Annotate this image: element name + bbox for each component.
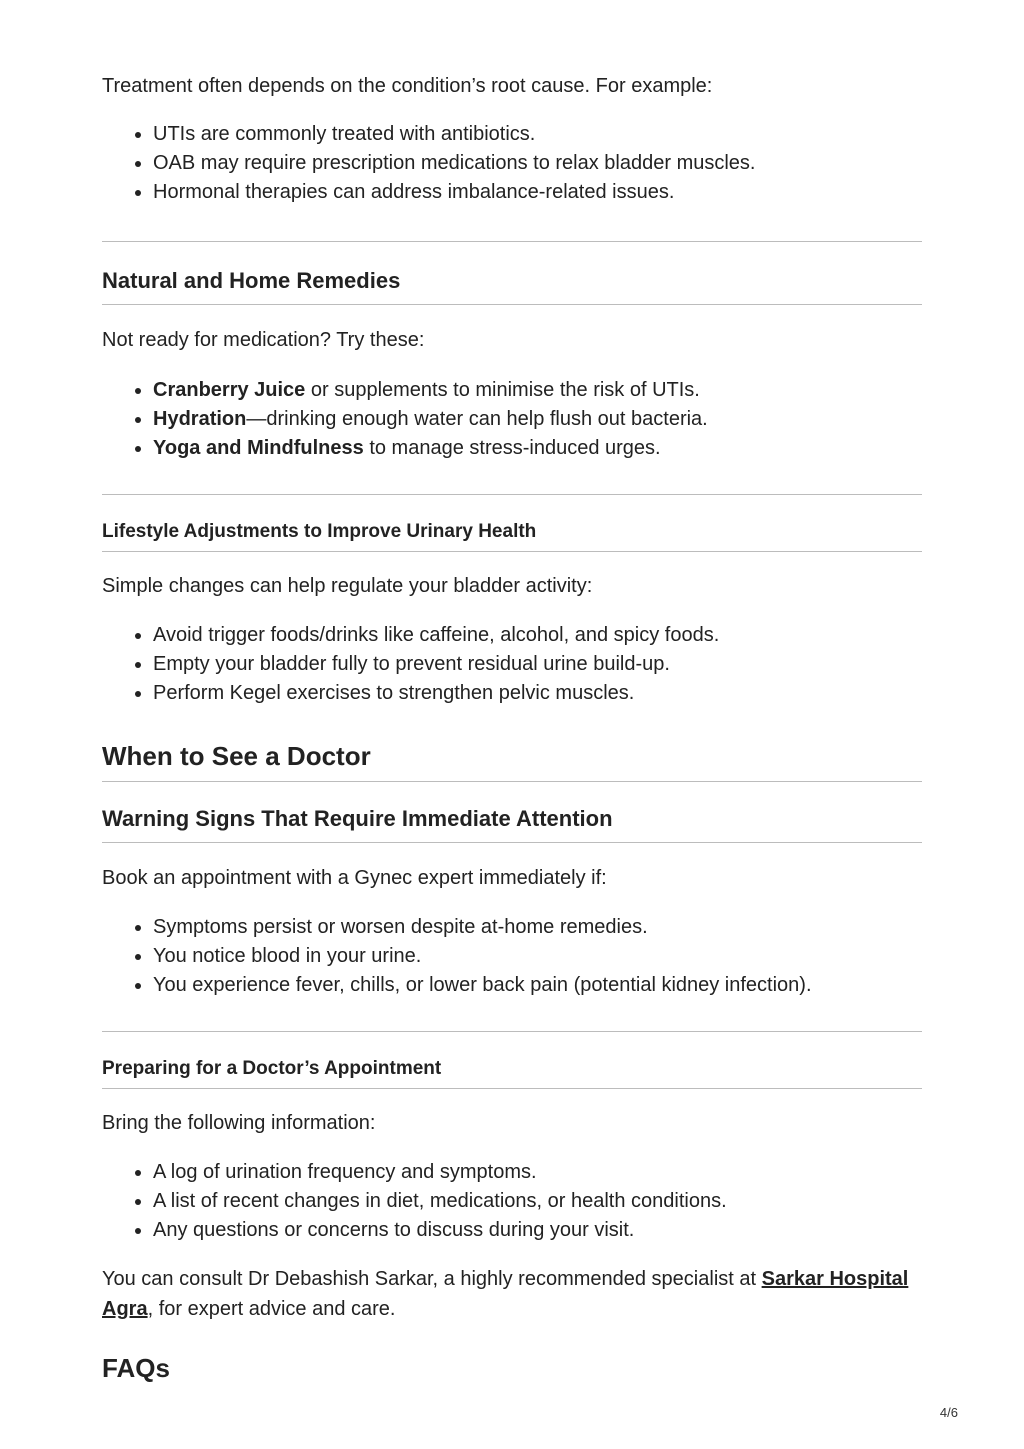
section-divider [102, 1031, 922, 1032]
remedy-text: —drinking enough water can help flush out bacteria. [246, 408, 708, 430]
sarkar-hospital-link[interactable]: Sarkar Hospital Agra [102, 1268, 909, 1320]
lifestyle-intro: Simple changes can help regulate your bladder activity: [102, 575, 593, 597]
remedy-text: to manage stress-induced urges. [363, 437, 661, 459]
natural-intro: Not ready for medication? Try these: [102, 329, 425, 351]
treatment-list [102, 120, 922, 207]
list-item: • Symptoms persist or worsen despite at-home remedies. [153, 913, 922, 942]
document-page [102, 0, 922, 1385]
preparing-heading-block [102, 1056, 922, 1089]
natural-heading: Natural and Home Remedies [102, 268, 401, 293]
natural-list [102, 376, 922, 463]
list-item: • You notice blood in your urine. [153, 942, 922, 971]
lifestyle-list [102, 621, 922, 708]
lifestyle-heading: Lifestyle Adjustments to Improve Urinary Health [102, 521, 537, 542]
doctor-heading: When to See a Doctor [102, 741, 371, 771]
remedy-text: or supplements to minimise the risk of UTIs. [305, 379, 700, 401]
list-item [153, 405, 922, 434]
natural-heading-block [102, 266, 922, 305]
warning-heading-block [102, 804, 922, 843]
list-item: • A list of recent changes in diet, medications, or health conditions. [153, 1187, 922, 1216]
list-item [153, 376, 922, 405]
list-item: • Any questions or concerns to discuss during your visit. [153, 1216, 922, 1245]
section-divider [102, 241, 922, 242]
list-item: • Hormonal therapies can address imbalance-related issues. [153, 178, 922, 207]
page-number: 4/6 [939, 1405, 958, 1420]
preparing-intro: Bring the following information: [102, 1112, 376, 1134]
faqs-heading: FAQs [102, 1353, 170, 1383]
remedy-name: Cranberry Juice [153, 379, 306, 401]
consult-text-before: You can consult Dr Debashish Sarkar, a highly recommended specialist at [102, 1268, 762, 1290]
preparing-heading: Preparing for a Doctor’s Appointment [102, 1058, 442, 1079]
doctor-heading-block [102, 739, 922, 782]
list-item: • UTIs are commonly treated with antibiotics. [153, 120, 922, 149]
lifestyle-heading-block [102, 519, 922, 552]
list-item: • Empty your bladder fully to prevent residual urine build-up. [153, 650, 922, 679]
preparing-list [102, 1158, 922, 1245]
list-item: • Perform Kegel exercises to strengthen pelvic muscles. [153, 679, 922, 708]
list-item: • A log of urination frequency and symptoms. [153, 1158, 922, 1187]
remedy-name: Hydration [153, 408, 247, 430]
treatment-intro: Treatment often depends on the condition’s root cause. For example: [102, 75, 713, 97]
list-item: • Avoid trigger foods/drinks like caffeine, alcohol, and spicy foods. [153, 621, 922, 650]
list-item: • You experience fever, chills, or lower back pain (potential kidney infection). [153, 971, 922, 1000]
warning-heading: Warning Signs That Require Immediate Attention [102, 806, 613, 831]
warning-list [102, 913, 922, 1000]
warning-intro: Book an appointment with a Gynec expert immediately if: [102, 867, 607, 889]
consult-paragraph [102, 1264, 922, 1324]
section-divider [102, 494, 922, 495]
list-item: • OAB may require prescription medications to relax bladder muscles. [153, 149, 922, 178]
list-item [153, 434, 922, 463]
remedy-name: Yoga and Mindfulness [153, 437, 364, 459]
consult-text-after: , for expert advice and care. [147, 1298, 396, 1320]
